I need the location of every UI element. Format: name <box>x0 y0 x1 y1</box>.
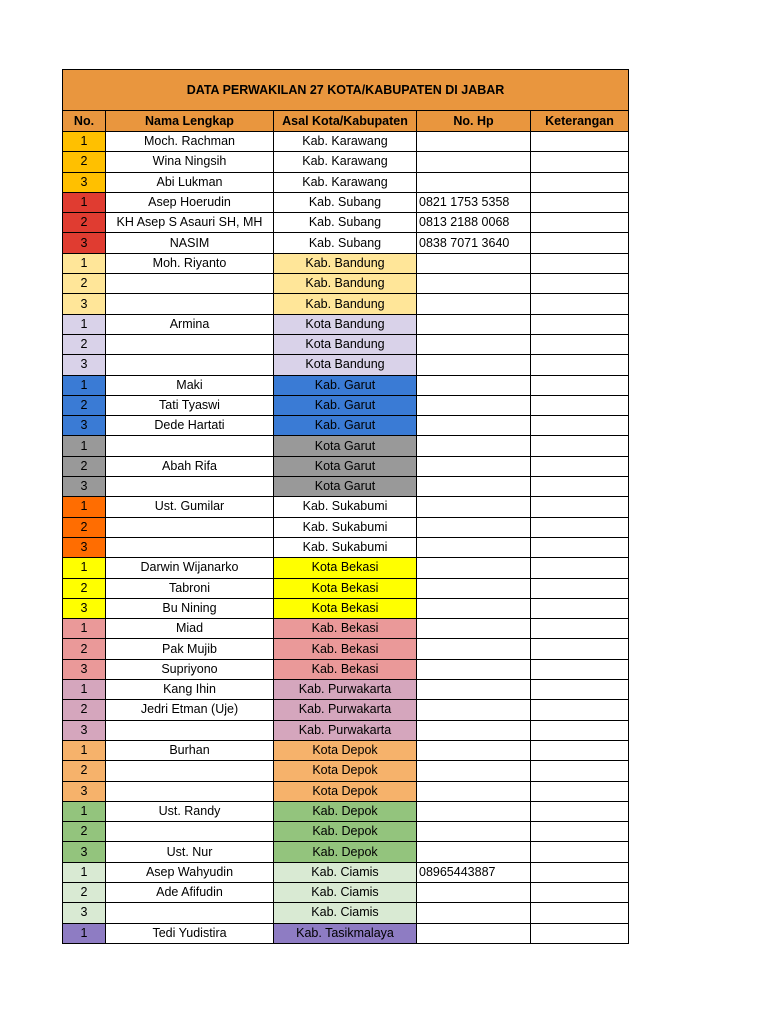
table-row <box>63 822 629 842</box>
cell-city: Kab. Garut <box>274 375 417 395</box>
table-row <box>63 477 629 497</box>
cell-city: Kab. Bekasi <box>274 619 417 639</box>
cell-note <box>531 294 629 314</box>
cell-name: Wina Ningsih <box>106 152 274 172</box>
cell-no: 1 <box>63 558 106 578</box>
cell-note <box>531 172 629 192</box>
cell-note <box>531 558 629 578</box>
cell-city: Kab. Bandung <box>274 274 417 294</box>
cell-no: 1 <box>63 497 106 517</box>
cell-name <box>106 334 274 354</box>
cell-no: 2 <box>63 761 106 781</box>
table-row <box>63 497 629 517</box>
cell-no: 3 <box>63 416 106 436</box>
table-row <box>63 294 629 314</box>
cell-no: 3 <box>63 537 106 557</box>
cell-note <box>531 152 629 172</box>
cell-note <box>531 598 629 618</box>
cell-hp <box>417 132 531 152</box>
cell-hp: 0821 1753 5358 <box>417 192 531 212</box>
cell-city: Kab. Karawang <box>274 132 417 152</box>
cell-hp <box>417 659 531 679</box>
cell-note <box>531 903 629 923</box>
representatives-table <box>62 69 629 944</box>
table-row <box>63 233 629 253</box>
cell-no: 2 <box>63 517 106 537</box>
cell-name: Dede Hartati <box>106 416 274 436</box>
cell-hp <box>417 395 531 415</box>
table-row <box>63 700 629 720</box>
cell-hp <box>417 578 531 598</box>
table-row <box>63 274 629 294</box>
cell-hp <box>417 740 531 760</box>
cell-hp <box>417 822 531 842</box>
cell-no: 3 <box>63 294 106 314</box>
cell-note <box>531 274 629 294</box>
table-row <box>63 416 629 436</box>
cell-city: Kota Garut <box>274 436 417 456</box>
cell-hp <box>417 639 531 659</box>
cell-city: Kab. Purwakarta <box>274 720 417 740</box>
cell-hp <box>417 680 531 700</box>
cell-name: Asep Wahyudin <box>106 862 274 882</box>
cell-city: Kab. Karawang <box>274 172 417 192</box>
cell-hp <box>417 558 531 578</box>
cell-hp <box>417 801 531 821</box>
cell-no: 3 <box>63 781 106 801</box>
table-body <box>63 70 629 944</box>
cell-city: Kab. Depok <box>274 842 417 862</box>
cell-no: 3 <box>63 598 106 618</box>
cell-hp <box>417 152 531 172</box>
sheet-title: DATA PERWAKILAN 27 KOTA/KABUPATEN DI JABAR <box>63 70 629 111</box>
cell-note <box>531 720 629 740</box>
cell-name: Armina <box>106 314 274 334</box>
cell-city: Kota Garut <box>274 456 417 476</box>
cell-no: 1 <box>63 740 106 760</box>
cell-no: 3 <box>63 233 106 253</box>
cell-name <box>106 294 274 314</box>
cell-note <box>531 923 629 943</box>
table-row <box>63 659 629 679</box>
table-row <box>63 903 629 923</box>
table-row <box>63 436 629 456</box>
cell-note <box>531 801 629 821</box>
header-note: Keterangan <box>531 111 629 132</box>
cell-name: Abah Rifa <box>106 456 274 476</box>
cell-name: Darwin Wijanarko <box>106 558 274 578</box>
table-row <box>63 801 629 821</box>
cell-note <box>531 213 629 233</box>
cell-name <box>106 822 274 842</box>
cell-name <box>106 274 274 294</box>
table-row <box>63 720 629 740</box>
cell-name: NASIM <box>106 233 274 253</box>
cell-note <box>531 233 629 253</box>
cell-city: Kab. Bandung <box>274 253 417 273</box>
cell-name: Moch. Rachman <box>106 132 274 152</box>
cell-no: 1 <box>63 923 106 943</box>
cell-no: 2 <box>63 882 106 902</box>
cell-hp <box>417 355 531 375</box>
cell-hp <box>417 923 531 943</box>
cell-name <box>106 903 274 923</box>
table-row <box>63 517 629 537</box>
table-row <box>63 923 629 943</box>
cell-name: Ust. Randy <box>106 801 274 821</box>
cell-hp <box>417 781 531 801</box>
cell-name: Ust. Gumilar <box>106 497 274 517</box>
cell-city: Kab. Tasikmalaya <box>274 923 417 943</box>
cell-note <box>531 740 629 760</box>
cell-name: Tabroni <box>106 578 274 598</box>
cell-note <box>531 882 629 902</box>
cell-city: Kab. Ciamis <box>274 862 417 882</box>
cell-city: Kota Depok <box>274 761 417 781</box>
cell-no: 2 <box>63 822 106 842</box>
cell-note <box>531 700 629 720</box>
cell-name: Maki <box>106 375 274 395</box>
cell-city: Kota Depok <box>274 740 417 760</box>
cell-city: Kab. Ciamis <box>274 903 417 923</box>
cell-name: Burhan <box>106 740 274 760</box>
cell-no: 1 <box>63 314 106 334</box>
cell-note <box>531 578 629 598</box>
cell-no: 3 <box>63 355 106 375</box>
cell-name <box>106 436 274 456</box>
table-row <box>63 740 629 760</box>
cell-note <box>531 253 629 273</box>
cell-no: 2 <box>63 395 106 415</box>
cell-hp <box>417 497 531 517</box>
table-row <box>63 842 629 862</box>
cell-no: 3 <box>63 172 106 192</box>
cell-hp <box>417 477 531 497</box>
table-row <box>63 213 629 233</box>
cell-name <box>106 537 274 557</box>
cell-note <box>531 659 629 679</box>
cell-no: 1 <box>63 862 106 882</box>
cell-city: Kab. Subang <box>274 192 417 212</box>
cell-hp <box>417 720 531 740</box>
cell-hp <box>417 700 531 720</box>
cell-name: Supriyono <box>106 659 274 679</box>
cell-note <box>531 497 629 517</box>
cell-note <box>531 781 629 801</box>
cell-note <box>531 334 629 354</box>
cell-hp <box>417 903 531 923</box>
cell-name: Ust. Nur <box>106 842 274 862</box>
cell-note <box>531 192 629 212</box>
cell-name: Pak Mujib <box>106 639 274 659</box>
cell-no: 2 <box>63 456 106 476</box>
table-row <box>63 578 629 598</box>
cell-name: Miad <box>106 619 274 639</box>
cell-city: Kota Bekasi <box>274 558 417 578</box>
cell-note <box>531 416 629 436</box>
cell-note <box>531 639 629 659</box>
cell-hp <box>417 598 531 618</box>
table-row <box>63 355 629 375</box>
cell-no: 3 <box>63 477 106 497</box>
cell-city: Kab. Depok <box>274 822 417 842</box>
header-row <box>63 111 629 132</box>
cell-city: Kab. Subang <box>274 213 417 233</box>
cell-no: 2 <box>63 334 106 354</box>
cell-no: 3 <box>63 720 106 740</box>
cell-name <box>106 761 274 781</box>
cell-hp <box>417 436 531 456</box>
table-row <box>63 639 629 659</box>
cell-no: 3 <box>63 842 106 862</box>
cell-note <box>531 314 629 334</box>
cell-note <box>531 761 629 781</box>
table-row <box>63 862 629 882</box>
table-row <box>63 192 629 212</box>
table-row <box>63 132 629 152</box>
cell-name: Tedi Yudistira <box>106 923 274 943</box>
table-row <box>63 882 629 902</box>
cell-city: Kota Depok <box>274 781 417 801</box>
cell-note <box>531 517 629 537</box>
cell-name: KH Asep S Asauri SH, MH <box>106 213 274 233</box>
cell-note <box>531 436 629 456</box>
cell-no: 1 <box>63 801 106 821</box>
cell-hp <box>417 619 531 639</box>
cell-city: Kab. Purwakarta <box>274 680 417 700</box>
cell-hp <box>417 456 531 476</box>
cell-city: Kab. Bandung <box>274 294 417 314</box>
cell-city: Kab. Purwakarta <box>274 700 417 720</box>
cell-hp <box>417 416 531 436</box>
cell-name: Abi Lukman <box>106 172 274 192</box>
cell-no: 3 <box>63 659 106 679</box>
cell-note <box>531 680 629 700</box>
cell-no: 2 <box>63 700 106 720</box>
cell-name: Kang Ihin <box>106 680 274 700</box>
cell-hp <box>417 294 531 314</box>
cell-name: Tati Tyaswi <box>106 395 274 415</box>
cell-city: Kab. Karawang <box>274 152 417 172</box>
cell-city: Kab. Sukabumi <box>274 537 417 557</box>
cell-city: Kab. Bekasi <box>274 659 417 679</box>
cell-hp <box>417 375 531 395</box>
cell-note <box>531 355 629 375</box>
table-row <box>63 375 629 395</box>
cell-hp: 08965443887 <box>417 862 531 882</box>
header-no: No. <box>63 111 106 132</box>
header-name: Nama Lengkap <box>106 111 274 132</box>
cell-city: Kab. Bekasi <box>274 639 417 659</box>
cell-note <box>531 537 629 557</box>
table-row <box>63 761 629 781</box>
cell-city: Kab. Sukabumi <box>274 517 417 537</box>
cell-name <box>106 477 274 497</box>
table-row <box>63 172 629 192</box>
cell-hp <box>417 517 531 537</box>
cell-note <box>531 395 629 415</box>
table-row <box>63 537 629 557</box>
table-row <box>63 598 629 618</box>
cell-city: Kota Bandung <box>274 314 417 334</box>
cell-no: 1 <box>63 375 106 395</box>
cell-hp: 0813 2188 0068 <box>417 213 531 233</box>
cell-city: Kota Bandung <box>274 334 417 354</box>
table-row <box>63 619 629 639</box>
table-row <box>63 680 629 700</box>
cell-name: Ade Afifudin <box>106 882 274 902</box>
cell-city: Kab. Sukabumi <box>274 497 417 517</box>
header-hp: No. Hp <box>417 111 531 132</box>
table-row <box>63 558 629 578</box>
cell-hp <box>417 274 531 294</box>
cell-hp <box>417 314 531 334</box>
cell-hp <box>417 882 531 902</box>
cell-name: Moh. Riyanto <box>106 253 274 273</box>
cell-no: 2 <box>63 274 106 294</box>
cell-hp <box>417 537 531 557</box>
cell-no: 2 <box>63 152 106 172</box>
cell-name <box>106 720 274 740</box>
cell-name <box>106 781 274 801</box>
table-row <box>63 781 629 801</box>
cell-note <box>531 619 629 639</box>
cell-city: Kota Bekasi <box>274 578 417 598</box>
cell-no: 2 <box>63 639 106 659</box>
cell-city: Kab. Ciamis <box>274 882 417 902</box>
cell-note <box>531 132 629 152</box>
cell-hp <box>417 842 531 862</box>
table-row <box>63 152 629 172</box>
cell-note <box>531 375 629 395</box>
cell-note <box>531 477 629 497</box>
cell-note <box>531 456 629 476</box>
table-row <box>63 395 629 415</box>
cell-name: Jedri Etman (Uje) <box>106 700 274 720</box>
cell-city: Kota Garut <box>274 477 417 497</box>
table-row <box>63 253 629 273</box>
table-row <box>63 456 629 476</box>
title-row <box>63 70 629 111</box>
cell-city: Kab. Subang <box>274 233 417 253</box>
cell-hp <box>417 253 531 273</box>
cell-no: 2 <box>63 213 106 233</box>
cell-no: 1 <box>63 619 106 639</box>
cell-note <box>531 862 629 882</box>
cell-hp <box>417 334 531 354</box>
cell-city: Kota Bekasi <box>274 598 417 618</box>
cell-hp <box>417 172 531 192</box>
cell-city: Kab. Garut <box>274 416 417 436</box>
cell-note <box>531 842 629 862</box>
cell-no: 1 <box>63 436 106 456</box>
cell-no: 1 <box>63 253 106 273</box>
cell-hp: 0838 7071 3640 <box>417 233 531 253</box>
cell-name <box>106 517 274 537</box>
table-row <box>63 314 629 334</box>
cell-no: 3 <box>63 903 106 923</box>
cell-city: Kota Bandung <box>274 355 417 375</box>
cell-note <box>531 822 629 842</box>
table-row <box>63 334 629 354</box>
cell-name <box>106 355 274 375</box>
cell-no: 2 <box>63 578 106 598</box>
header-city: Asal Kota/Kabupaten <box>274 111 417 132</box>
cell-no: 1 <box>63 132 106 152</box>
cell-no: 1 <box>63 192 106 212</box>
cell-hp <box>417 761 531 781</box>
cell-city: Kab. Garut <box>274 395 417 415</box>
cell-city: Kab. Depok <box>274 801 417 821</box>
cell-name: Bu Nining <box>106 598 274 618</box>
cell-no: 1 <box>63 680 106 700</box>
cell-name: Asep Hoerudin <box>106 192 274 212</box>
